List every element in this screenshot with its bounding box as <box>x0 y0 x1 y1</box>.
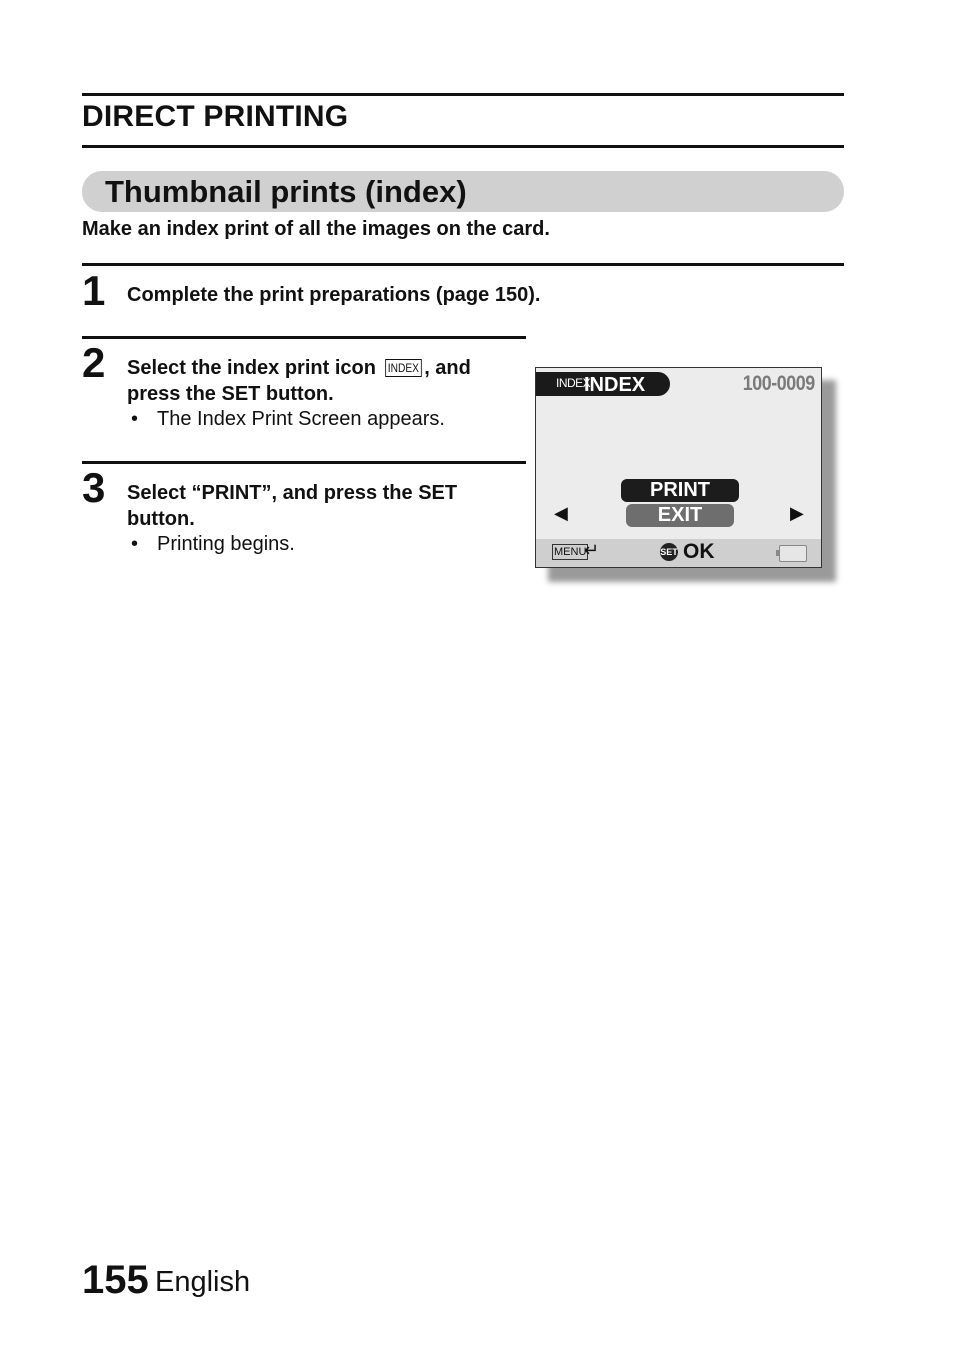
file-number: 100-0009 <box>742 372 815 395</box>
step-2-bullet-text: The Index Print Screen appears. <box>157 408 445 430</box>
step-2-text-part1: Select the index print icon <box>127 357 376 379</box>
right-arrow-icon[interactable]: ▶ <box>790 503 804 523</box>
step-2-text <box>127 355 517 407</box>
left-arrow-icon[interactable]: ◀ <box>554 503 568 523</box>
step-2-number: 2 <box>82 339 106 386</box>
subsection-title: Thumbnail prints (index) <box>105 174 467 209</box>
step-2-rule <box>82 336 526 339</box>
top-rule <box>82 93 844 96</box>
return-icon: ↵ <box>584 540 600 560</box>
step-2-bullet <box>131 406 445 432</box>
step-2-text-line2: press the SET button. <box>127 383 334 405</box>
set-icon: SET <box>660 543 678 561</box>
step-1-rule <box>82 263 844 266</box>
menu-icon: MENU <box>554 546 587 558</box>
intro-text: Make an index print of all the images on the card. <box>82 218 550 240</box>
battery-icon <box>779 545 807 562</box>
page-language: English <box>155 1266 251 1298</box>
step-3-text-line1: Select “PRINT”, and press the SET <box>127 482 458 504</box>
ok-label: OK <box>683 540 715 563</box>
step-3-bullet-text: Printing begins. <box>157 533 295 555</box>
step-3-rule <box>82 461 526 464</box>
bullet-dot: • <box>131 408 139 430</box>
step-3-number: 3 <box>82 464 106 511</box>
exit-option[interactable]: EXIT <box>626 504 734 527</box>
index-print-screen <box>535 367 822 568</box>
screen-bottom-bar <box>536 539 821 567</box>
print-option[interactable]: PRINT <box>621 479 739 502</box>
index-print-icon: INDEX <box>385 359 421 377</box>
step-3-text <box>127 480 517 532</box>
page-number: 155 <box>82 1258 149 1302</box>
step-1-number: 1 <box>82 267 106 314</box>
section-title: DIRECT PRINTING <box>82 100 349 133</box>
screen-tab-label: INDEX <box>584 374 646 396</box>
section-rule <box>82 145 844 148</box>
step-3-bullet <box>131 531 295 557</box>
step-3-text-line2: button. <box>127 508 195 530</box>
bullet-dot: • <box>131 533 139 555</box>
step-1-text: Complete the print preparations (page 150). <box>127 284 541 306</box>
index-icon: INDEX <box>556 376 591 390</box>
step-2-text-part2: , and <box>424 357 471 379</box>
screen-tab <box>536 372 670 396</box>
